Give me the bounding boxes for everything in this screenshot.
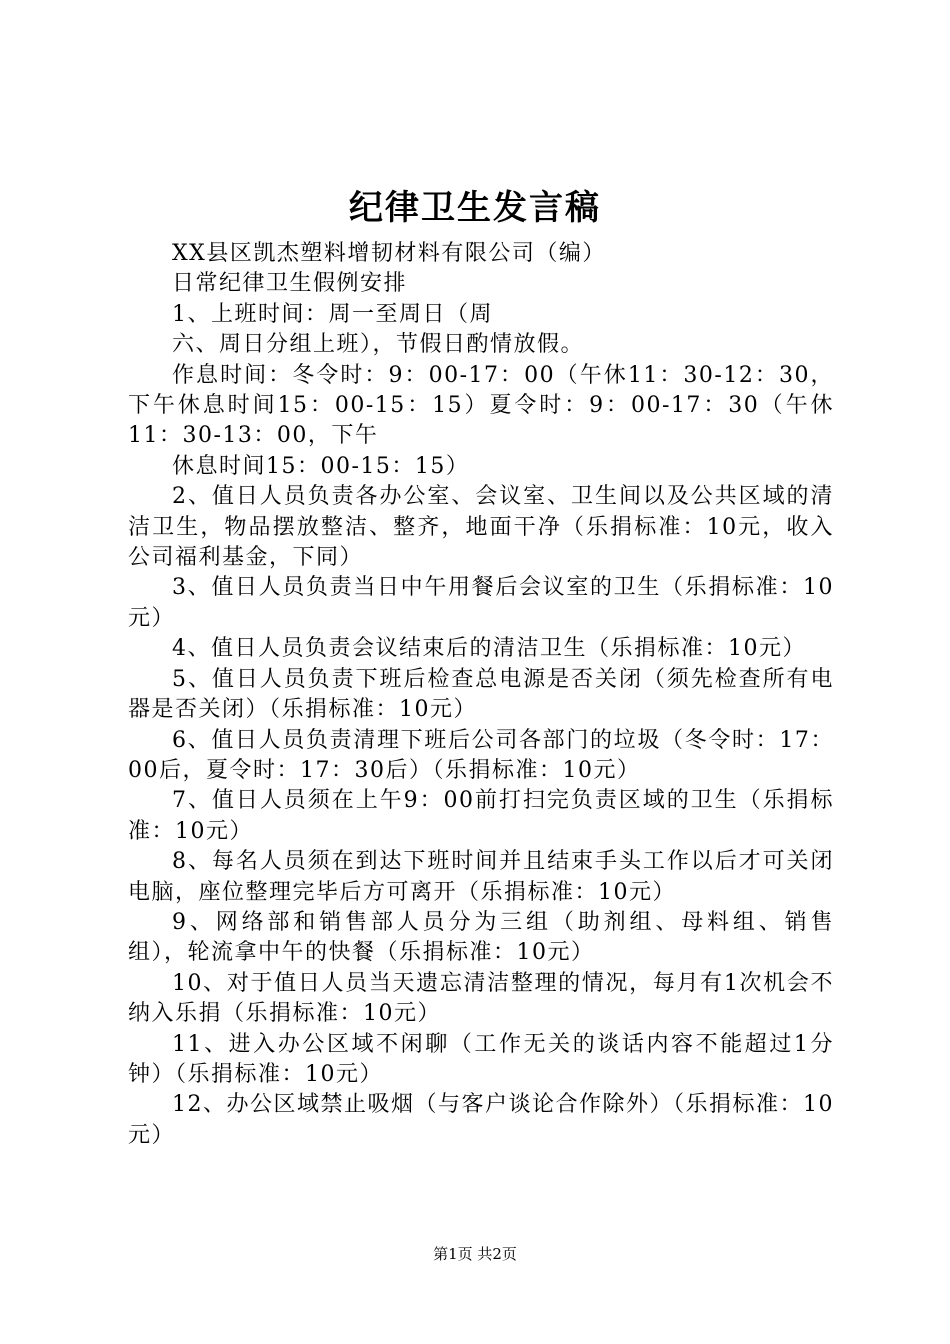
rule-paragraph: 4、值日人员负责会议结束后的清洁卫生（乐捐标准：10元） (172, 636, 806, 662)
rule-paragraph: 10、对于值日人员当天遗忘清洁整理的情况，每月有1次机会不纳入乐捐（乐捐标准：10元） (128, 970, 834, 1027)
document-body (128, 239, 834, 1151)
rule-paragraph: 12、办公区域禁止吸烟（与客户谈论合作除外）（乐捐标准：10元） (128, 1092, 834, 1148)
rule-paragraph: 3、值日人员负责当日中午用餐后会议室的卫生（乐捐标准：10元） (128, 575, 834, 631)
company-line: XX县区凯杰塑料增韧材料有限公司（编） (172, 241, 606, 266)
schedule-paragraph: 作息时间：冬令时：9：00-17：00（午休11：30-12：30，下午休息时间15：00-15：15）夏令时：9：00-17：30（午休11：30-13：00，下午 (128, 362, 834, 449)
rule-paragraph: 6、值日人员负责清理下班后公司各部门的垃圾（冬令时：17：00后，夏令时：17：30后）（乐捐标准：10元） (128, 727, 834, 783)
document-title: 纪律卫生发言稿 (349, 188, 601, 228)
page-footer: 第1页 共2页 (433, 1245, 517, 1263)
rule-paragraph: 5、值日人员负责下班后检查总电源是否关闭（须先检查所有电器是否关闭）（乐捐标准：10元） (128, 666, 834, 723)
rule-paragraph: 7、值日人员须在上午9：00前打扫完负责区域的卫生（乐捐标准：10元） (128, 788, 834, 844)
rule-paragraph: 9、网络部和销售部人员分为三组（助剂组、母料组、销售组），轮流拿中午的快餐（乐捐标准：10元） (128, 909, 834, 966)
schedule-paragraph: 休息时间15：00-15：15） (172, 453, 470, 479)
rule-paragraph: 11、进入办公区域不闲聊（工作无关的谈话内容不能超过1分钟）（乐捐标准：10元） (128, 1031, 834, 1087)
section-heading: 日常纪律卫生假例安排 (172, 271, 408, 297)
rule-paragraph: 六、周日分组上班），节假日酌情放假。 (172, 332, 585, 358)
rule-paragraph: 1、上班时间：周一至周日（周 (172, 301, 493, 327)
rule-paragraph: 2、值日人员负责各办公室、会议室、卫生间以及公共区域的清洁卫生，物品摆放整洁、整齐，地面干净（乐捐标准：10元，收入公司福利基金，下同） (128, 484, 834, 571)
rule-paragraph: 8、每名人员须在到达下班时间并且结束手头工作以后才可关闭电脑，座位整理完毕后方可离开（乐捐标准：10元） (128, 849, 834, 905)
